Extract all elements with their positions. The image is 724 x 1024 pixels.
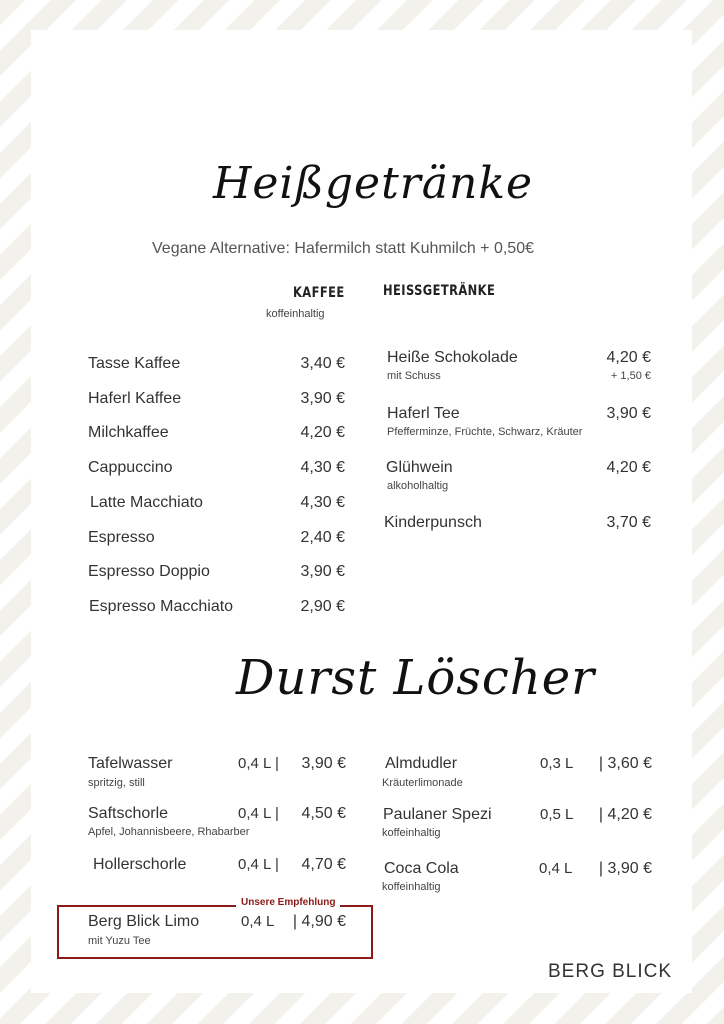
- coffee-item-price: 4,30 €: [300, 459, 345, 476]
- cold-drink-note: Apfel, Johannisbeere, Rhabarber: [88, 826, 250, 838]
- cold-drink-name: Coca Cola: [384, 860, 459, 877]
- coffee-item-name: Milchkaffee: [88, 424, 169, 441]
- cold-drink-price: 4,70 €: [301, 856, 346, 873]
- cold-drink-volume: 0,5 L: [540, 806, 574, 823]
- recommended-drink-volume: 0,4 L: [241, 913, 275, 930]
- hot-drink-name: Glühwein: [386, 459, 453, 476]
- cold-drink-name: Almdudler: [385, 755, 458, 772]
- cold-drink-name: Saftschorle: [88, 805, 169, 822]
- vegan-alternative-note: Vegane Alternative: Hafermilch statt Kuhmilch + 0,50€: [152, 240, 534, 257]
- hot-drink-name: Haferl Tee: [387, 405, 460, 422]
- cold-drink-name: Paulaner Spezi: [383, 806, 492, 823]
- cold-drink-name: Tafelwasser: [88, 755, 173, 772]
- cold-drink-volume: 0,3 L: [540, 755, 574, 772]
- coffee-item-name: Espresso Macchiato: [89, 598, 234, 615]
- cold-drink-note: koffeinhaltig: [382, 881, 441, 893]
- recommended-drink-price: | 4,90 €: [292, 913, 346, 930]
- cold-drink-price: | 3,90 €: [598, 860, 652, 877]
- coffee-item-name: Espresso Doppio: [88, 563, 210, 580]
- hot-drink-note: mit Schuss: [387, 370, 441, 382]
- hot-drink-price: 3,90 €: [606, 405, 651, 422]
- hot-drink-price: 4,20 €: [606, 459, 651, 476]
- cold-drink-note: koffeinhaltig: [382, 827, 441, 839]
- coffee-item-price: 4,30 €: [300, 494, 345, 511]
- coffee-item-price: 2,90 €: [300, 598, 345, 615]
- cold-drink-note: Kräuterlimonade: [382, 777, 463, 789]
- hot-drink-note: Pfefferminze, Früchte, Schwarz, Kräuter: [387, 426, 583, 438]
- coffee-item-name: Espresso: [88, 529, 155, 546]
- cold-drink-volume: 0,4 L |: [238, 856, 279, 873]
- coffee-item-name: Haferl Kaffee: [88, 390, 182, 407]
- recommendation-label: Unsere Empfehlung: [236, 897, 340, 908]
- hot-drink-name: Heiße Schokolade: [387, 349, 518, 366]
- cold-drink-price: | 4,20 €: [598, 806, 652, 823]
- coffee-item-name: Latte Macchiato: [90, 494, 203, 511]
- hot-drink-price: 4,20 €: [606, 349, 651, 366]
- hot-drink-name: Kinderpunsch: [384, 514, 482, 531]
- cold-drink-name: Hollerschorle: [93, 856, 187, 873]
- section-title-thirst-quenchers: Durst Löscher: [236, 650, 596, 706]
- coffee-item-name: Cappuccino: [88, 459, 173, 476]
- recommended-drink-name: Berg Blick Limo: [88, 913, 200, 930]
- hot-drinks-heading: HEISSGETRÄNKE: [383, 283, 496, 299]
- cold-drink-price: 4,50 €: [301, 805, 346, 822]
- cold-drink-volume: 0,4 L: [539, 860, 573, 877]
- coffee-caffeine-note: koffeinhaltig: [266, 308, 325, 320]
- cold-drink-price: | 3,60 €: [598, 755, 652, 772]
- cold-drink-price: 3,90 €: [301, 755, 346, 772]
- cold-drink-volume: 0,4 L |: [238, 755, 279, 772]
- coffee-item-price: 4,20 €: [300, 424, 345, 441]
- coffee-item-name: Tasse Kaffee: [88, 355, 181, 372]
- cold-drink-volume: 0,4 L |: [238, 805, 279, 822]
- coffee-item-price: 2,40 €: [300, 529, 345, 546]
- coffee-item-price: 3,90 €: [300, 563, 345, 580]
- brand-logo-text: BERG BLICK: [548, 961, 673, 982]
- hot-drink-note: alkoholhaltig: [387, 480, 449, 492]
- hot-drink-extra-price: + 1,50 €: [610, 370, 651, 382]
- coffee-item-price: 3,90 €: [300, 390, 345, 407]
- cold-drink-note: spritzig, still: [88, 777, 145, 789]
- section-title-hot-drinks: Heißgetränke: [213, 158, 534, 209]
- coffee-item-price: 3,40 €: [300, 355, 345, 372]
- hot-drink-price: 3,70 €: [606, 514, 651, 531]
- coffee-heading: KAFFEE: [293, 285, 345, 301]
- recommended-drink-note: mit Yuzu Tee: [88, 935, 151, 947]
